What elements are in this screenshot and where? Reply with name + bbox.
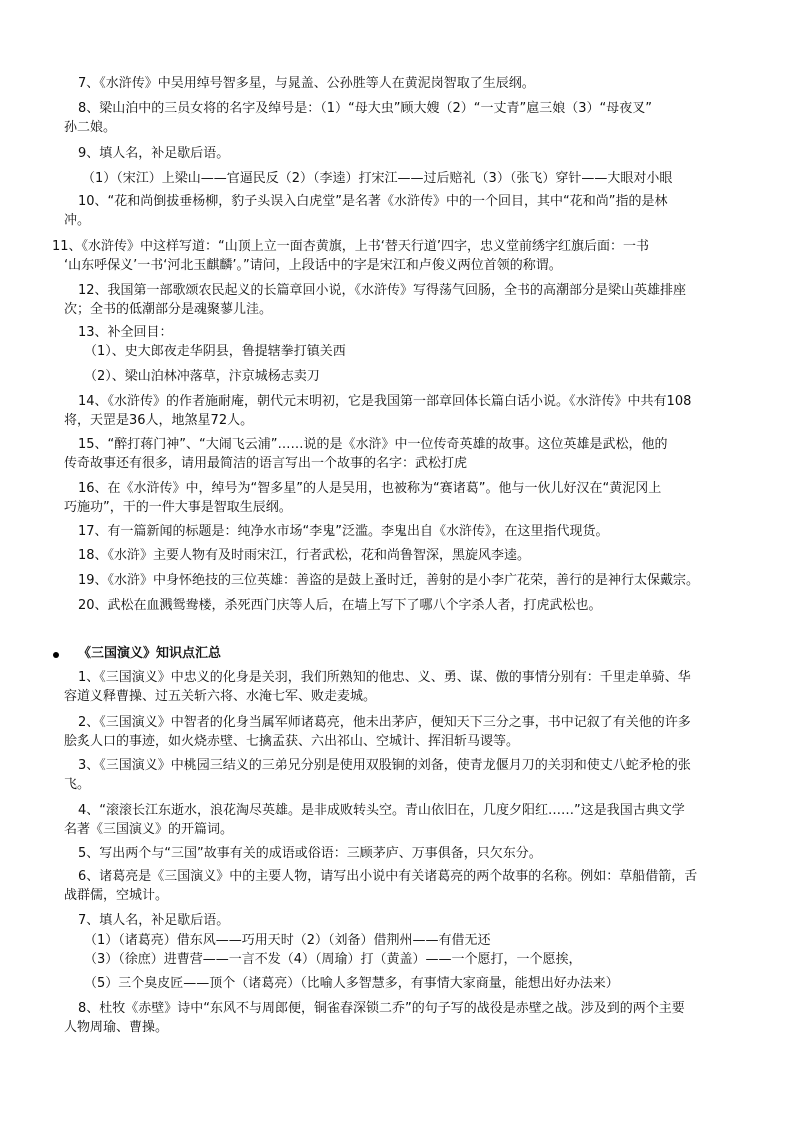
sanguo-item-4-line2: 名著《三国演义》的开篇词。: [64, 822, 234, 837]
shuihu-item-19: 19、《水浒》中身怀绝技的三位英雄：善盗的是鼓上蚤时迁，善射的是小李广花荣，善行的是神行太保戴宗。: [78, 573, 700, 588]
sanguo-item-7-answers-2: （3）（徐庶）进曹营——一言不发（4）（周瑜）打（黄盖）——一个愿打，一个愿挨，: [84, 952, 582, 967]
shuihu-item-11-line1: 11、《水浒传》中这样写道：“山顶上立一面杏黄旗，上书‘替天行道’四字，忠义堂前绣字红旗后面：一书: [52, 239, 650, 254]
sanguo-item-1-line1: 1、《三国演义》中忠义的化身是关羽，我们所熟知的他忠、义、勇、谋、傲的事情分别有：千里走单骑、华: [78, 670, 691, 685]
sanguo-item-1-line2: 容道义释曹操、过五关斩六将、水淹七军、败走麦城。: [64, 689, 377, 704]
shuihu-item-16-line1: 16、在《水浒传》中，绰号为“智多星”的人是吴用，也被称为“赛诸葛”。他与一伙儿好汉在“黄泥冈上: [78, 481, 662, 496]
sanguo-item-6-line2: 战群儒，空城计。: [64, 888, 169, 903]
shuihu-item-7: 7、《水浒传》中吴用绰号智多星，与晁盖、公孙胜等人在黄泥岗智取了生辰纲。: [78, 76, 535, 91]
sanguo-item-6-line1: 6、诸葛亮是《三国演义》中的主要人物，请写出小说中有关诸葛亮的两个故事的名称。例如：草船借箭，舌: [78, 869, 698, 884]
sanguo-item-8-line1: 8、杜牧《赤壁》诗中“东风不与周郎便，铜雀春深锁二乔”的句子写的战役是赤壁之战。涉及到的两个主要: [78, 1001, 685, 1016]
sanguo-item-5: 5、写出两个与“三国”故事有关的成语或俗语：三顾茅庐、万事俱备，只欠东分。: [78, 846, 542, 861]
shuihu-item-16-line2: 巧施功”，干的一件大事是智取生辰纲。: [64, 500, 292, 515]
sanguo-item-3-line2: 飞。: [64, 777, 91, 792]
shuihu-item-12-line2: 次；全书的低潮部分是魂聚蓼儿洼。: [64, 302, 273, 317]
shuihu-item-10-line1: 10、“花和尚倒拔垂杨柳，豹子头误入白虎堂”是名著《水浒传》中的一个回目，其中“花和尚”指的是林: [78, 194, 668, 209]
shuihu-item-8-line2: 孙二娘。: [64, 120, 117, 135]
shuihu-item-9-answers: （1）（宋江）上梁山——官逼民反（2）（李逵）打宋江——过后赔礼（3）（张飞）穿针——大眼对小眼: [82, 171, 673, 186]
shuihu-item-20: 20、武松在血溅鸳鸯楼，杀死西门庆等人后，在墙上写下了哪八个字杀人者，打虎武松也。: [78, 598, 602, 613]
shuihu-item-13-chapter2: （2）、梁山泊林冲落草，汴京城杨志卖刀: [84, 369, 320, 384]
bullet-icon: [53, 652, 59, 658]
shuihu-item-11-line2: ‘山东呼保义’一书‘河北玉麒麟’。”请问，上段话中的字是宋江和卢俊义两位首领的称谓。: [64, 258, 562, 273]
sanguo-item-4-line1: 4、“滚滚长江东逝水，浪花淘尽英雄。是非成败转头空。青山依旧在，几度夕阳红……”这是我国古典文学: [78, 803, 685, 818]
shuihu-item-13-chapter1: （1）、史大郎夜走华阴县，鲁提辖拳打镇关西: [84, 344, 346, 359]
shuihu-item-15-line1: 15、“醉打蒋门神”、“大闹飞云浦”……说的是《水浒》中一位传奇英雄的故事。这位英雄是武松，他的: [78, 437, 668, 452]
sanguo-item-7-answers-3: （5）三个臭皮匠——顶个（诸葛亮）（比喻人多智慧多，有事情大家商量，能想出好办法来）: [84, 976, 619, 991]
section-heading-sanguo: 《三国演义》知识点汇总: [78, 646, 222, 661]
shuihu-item-10-line2: 冲。: [64, 213, 91, 228]
shuihu-item-12-line1: 12、我国第一部歌颂农民起义的长篇章回小说，《水浒传》写得荡气回肠，全书的高潮部分是梁山英雄排座: [78, 283, 687, 298]
shuihu-item-14-line2: 将，天罡是36人，地煞星72人。: [64, 413, 254, 428]
shuihu-item-9: 9、填人名，补足歇后语。: [78, 146, 230, 161]
sanguo-item-7-answers-1: （1）（诸葛亮）借东风——巧用天时（2）（刘备）借荆州——有借无还: [84, 933, 491, 948]
shuihu-item-14-line1: 14、《水浒传》的作者施耐庵，朝代元末明初，它是我国第一部章回体长篇白话小说。《水浒传》中共有108: [78, 394, 692, 409]
sanguo-item-8-line2: 人物周瑜、曹操。: [64, 1020, 169, 1035]
sanguo-item-7: 7、填人名，补足歇后语。: [78, 913, 230, 928]
shuihu-item-18: 18、《水浒》主要人物有及时雨宋江，行者武松，花和尚鲁智深，黑旋风李逵。: [78, 548, 531, 563]
sanguo-item-3-line1: 3、《三国演义》中桃园三结义的三弟兄分别是使用双股锏的刘备，使青龙偃月刀的关羽和使丈八蛇矛枪的张: [78, 758, 691, 773]
shuihu-item-8-line1: 8、梁山泊中的三员女将的名字及绰号是：（1）“母大虫”顾大嫂（2）“一丈青”扈三娘（3）“母夜叉”: [78, 101, 652, 116]
shuihu-item-13: 13、补全回目：: [78, 325, 173, 340]
sanguo-item-2-line1: 2、《三国演义》中智者的化身当属军师诸葛亮，他未出茅庐，便知天下三分之事，书中记叙了有关他的许多: [78, 715, 691, 730]
shuihu-item-15-line2: 传奇故事还有很多，请用最简洁的语言写出一个故事的名字：武松打虎: [64, 456, 468, 471]
sanguo-item-2-line2: 脍炙人口的事迹，如火烧赤壁、七擒孟获、六出祁山、空城计、挥泪斩马谡等。: [64, 734, 520, 749]
shuihu-item-17: 17、有一篇新闻的标题是：纯净水市场“李鬼”泛滥。李鬼出自《水浒传》，在这里指代现货。: [78, 524, 609, 539]
